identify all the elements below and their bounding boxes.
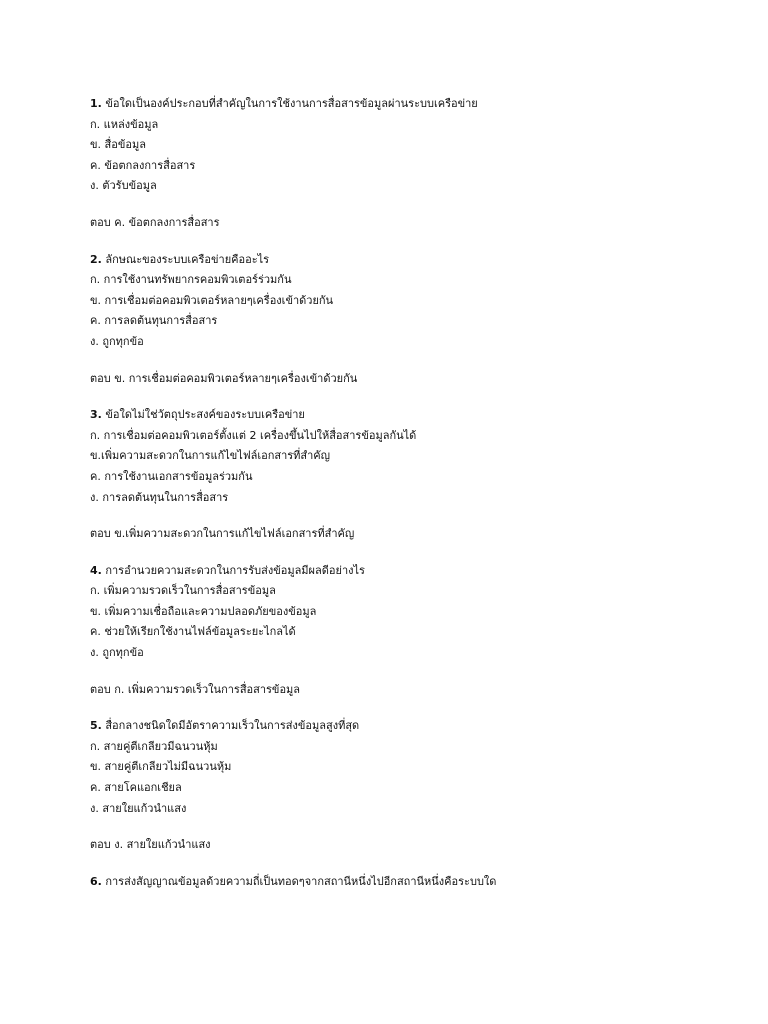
option-line: ก. การใช้งานทรัพยากรคอมพิวเตอร์ร่วมกัน bbox=[90, 273, 292, 287]
option-line: ข. สื่อข้อมูล bbox=[90, 138, 146, 152]
option-line: ก. สายคู่ตีเกลียวมีฉนวนหุ้ม bbox=[90, 739, 218, 753]
question-line bbox=[90, 405, 730, 426]
option-line: ง. ถูกทุกข้อ bbox=[90, 334, 144, 348]
option-line: ค. การลดต้นทุนการสื่อสาร bbox=[90, 314, 218, 328]
option-line: ข. สายคู่ตีเกลียวไม่มีฉนวนหุ้ม bbox=[90, 760, 232, 774]
option-line: ง. ตัวรับข้อมูล bbox=[90, 179, 157, 193]
question-number: 2. bbox=[90, 252, 102, 266]
option-line: ก. การเชื่อมต่อคอมพิวเตอร์ตั้งแต่ 2 เครื่องขึ้นไปให้สื่อสารข้อมูลกันได้ bbox=[90, 428, 417, 442]
question-text: ข้อใดเป็นองค์ประกอบที่สำคัญในการใช้งานการสื่อสารข้อมูลผ่านระบบเครือข่าย bbox=[105, 97, 478, 110]
document-page bbox=[90, 94, 730, 892]
question-text: สื่อกลางชนิดใดมีอัตราความเร็วในการส่งข้อมูลสูงที่สุด bbox=[105, 719, 360, 733]
question-number: 3. bbox=[90, 408, 102, 422]
question-line bbox=[90, 250, 730, 271]
option-line: ค. การใช้งานเอกสารข้อมูลร่วมกัน bbox=[90, 469, 253, 483]
option-line: ข. การเชื่อมต่อคอมพิวเตอร์หลายๆเครื่องเข้าด้วยกัน bbox=[90, 293, 334, 307]
question-text: ลักษณะของระบบเครือข่ายคืออะไร bbox=[105, 252, 270, 266]
question-line bbox=[90, 94, 730, 115]
answer-line: ตอบ ค. ข้อตกลงการสื่อสาร bbox=[90, 215, 220, 229]
answer-line: ตอบ ข.เพิ่มความสะดวกในการแก้ไขไฟล์เอกสารที่สำคัญ bbox=[90, 527, 355, 541]
question-block-6 bbox=[90, 872, 730, 893]
option-line: ก. เพิ่มความรวดเร็วในการสื่อสารข้อมูล bbox=[90, 584, 276, 598]
question-block-3 bbox=[90, 405, 730, 545]
option-line: ก. แหล่งข้อมูล bbox=[90, 117, 159, 131]
question-number: 6. bbox=[90, 874, 102, 888]
question-text: ข้อใดไม่ใช่วัตถุประสงค์ของระบบเครือข่าย bbox=[105, 408, 305, 422]
question-number: 4. bbox=[90, 563, 102, 577]
question-text: การส่งสัญญาณข้อมูลด้วยความถี่เป็นทอดๆจากสถานีหนึ่งไปอีกสถานีหนึ่งคือระบบใด bbox=[105, 874, 497, 888]
option-line: ง. การลดต้นทุนในการสื่อสาร bbox=[90, 490, 229, 504]
option-line: ข.เพิ่มความสะดวกในการแก้ไขไฟล์เอกสารที่สำคัญ bbox=[90, 449, 331, 463]
question-number: 1. bbox=[90, 97, 102, 110]
question-number: 5. bbox=[90, 719, 102, 733]
option-line: ข. เพิ่มความเชื่อถือและความปลอดภัยของข้อมูล bbox=[90, 604, 317, 618]
question-line bbox=[90, 872, 730, 893]
answer-line: ตอบ ง. สายใยแก้วนำแสง bbox=[90, 838, 211, 852]
question-text: การอำนวยความสะดวกในการรับส่งข้อมูลมีผลดีอย่างไร bbox=[105, 563, 365, 577]
question-line bbox=[90, 561, 730, 582]
question-block-1 bbox=[90, 94, 730, 234]
option-line: ค. ข้อตกลงการสื่อสาร bbox=[90, 158, 196, 172]
option-line: ง. ถูกทุกข้อ bbox=[90, 646, 144, 660]
question-block-5 bbox=[90, 716, 730, 856]
option-line: ง. สายใยแก้วนำแสง bbox=[90, 801, 187, 815]
answer-line: ตอบ ก. เพิ่มความรวดเร็วในการสื่อสารข้อมูล bbox=[90, 682, 301, 696]
question-block-2 bbox=[90, 250, 730, 390]
question-line bbox=[90, 716, 730, 737]
question-block-4 bbox=[90, 561, 730, 701]
answer-line: ตอบ ข. การเชื่อมต่อคอมพิวเตอร์หลายๆเครื่องเข้าด้วยกัน bbox=[90, 371, 358, 385]
option-line: ค. สายโคแอกเชียล bbox=[90, 781, 182, 795]
option-line: ค. ช่วยให้เรียกใช้งานไฟล์ข้อมูลระยะไกลได้ bbox=[90, 625, 296, 639]
